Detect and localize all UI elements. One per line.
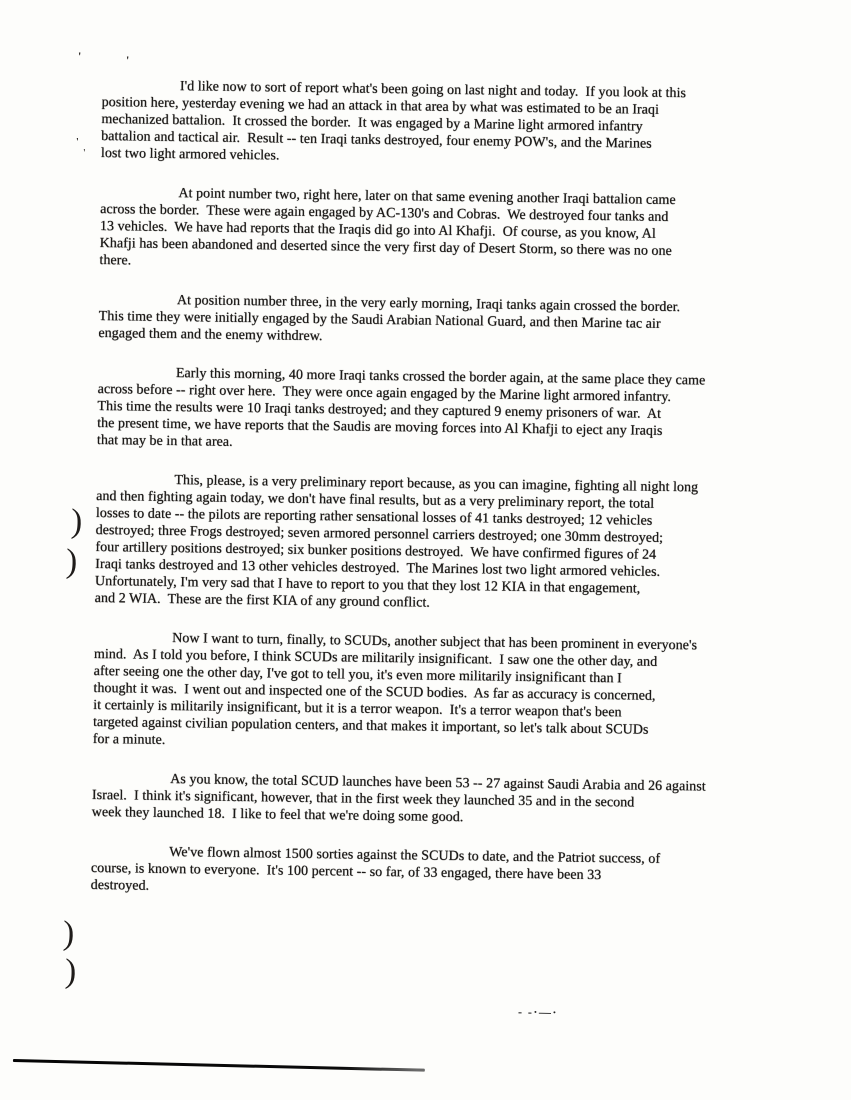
stray-tick-mark: ' [76, 137, 79, 148]
margin-paren-mark: ) [65, 542, 78, 581]
margin-paren-mark: ) [62, 914, 75, 953]
dash-smudge-mark: - -·—· [517, 1004, 559, 1020]
paragraph-7: As you know, the total SCUD launches have been 53 -- 27 against Saudi Arabia and 26 against Israel. I think it's significant, however, that in the first week they launched 35 and in the second week they launched 18. I like to feel that we're doing some good. [91, 772, 706, 826]
scan-edge-line [13, 1059, 425, 1072]
stray-tick-mark: ' [78, 49, 82, 63]
paragraph-8: We've flown almost 1500 sorties against the SCUDs to date, and the Patriot success, of course, is known to everyone. It's 100 percent -- so far, of 33 engaged, there have been 33 destroyed. [90, 845, 661, 894]
paragraph-3: At position number three, in the very early morning, Iraqi tanks again crossed the border. This time they were initially engaged by the Saudi Arabian National Guard, and then Marine tac air engaged them and the enemy withdrew. [98, 293, 681, 345]
margin-paren-mark: ) [64, 952, 77, 991]
paragraph-5: This, please, is a very preliminary report because, as you can imagine, fighting all night long and then fighting again today, we don't have final results, but as a very preliminary report, the total losses to date -- the pilots are reporting rather sensational losses of 41 tanks destroyed; 12 vehicles destroyed; three Frogs destroyed; seven armored personnel carriers destroyed; one 30mm destroyed; four artillery positions destroyed; six bunker positions destroyed. We have confirmed figures of 24 Iraqi tanks destroyed and 13 other vehicles destroyed. The Marines lost two light armored vehicles. Unfortunately, I'm very sad that I have to report to you that they lost 12 KIA in that engagement, and 2 WIA. These are the first KIA of any ground conflict. [94, 473, 699, 611]
paragraph-1: I'd like now to sort of report what's been going on last night and today. If you look at this position here, yesterday evening we had an attack in that area by what was estimated to be an Iraqi mechanized battalion. It crossed the border. It was engaged by a Marine light armored infantry battalion and tactical air. Result -- ten Iraqi tanks destroyed, four enemy POW's, and the Marines lost two light armored vehicles. [100, 79, 687, 164]
stray-tick-mark: ' [126, 53, 130, 67]
paragraph-6: Now I want to turn, finally, to SCUDs, another subject that has been prominent in everyone's mind. As I told you before, I think SCUDs are militarily insignificant. I saw one the other day, and after seeing one the other day, I've got to tell you, it's even more militarily insignificant than I thought it was. I went out and inspected one of the SCUD bodies. As far as accuracy is concerned, it certainly is militarily insignificant, but it is a terror weapon. It's a terror weapon that's been targeted against civilian population centers, and that makes it important, so let's talk about SCUDs for a minute. [92, 631, 698, 748]
margin-paren-mark: ) [70, 502, 83, 541]
paragraph-2: At point number two, right here, later on that same evening another Iraqi battalion came across the border. These were again engaged by AC-130's and Cobras. We destroyed four tanks and 13 vehicles. We have had reports that the Iraqis did go into Al Khafji. Of course, as you know, Al Khafji has been abandoned and deserted since the very first day of Desert Storm, so there was no one there. [99, 186, 676, 269]
document-text [90, 77, 808, 926]
stray-tick-mark: ' [83, 148, 86, 159]
paragraph-4: Early this morning, 40 more Iraqi tanks crossed the border again, at the same place they came across before -- right over here. They were once again engaged by the Marine light armored infantry. This time the results were 10 Iraqi tanks destroyed; and they captured 9 enemy prisoners of war. At the present time, we have reports that the Saudis are moving forces into Al Khafji to eject any Iraqis that may be in that area. [96, 366, 706, 450]
